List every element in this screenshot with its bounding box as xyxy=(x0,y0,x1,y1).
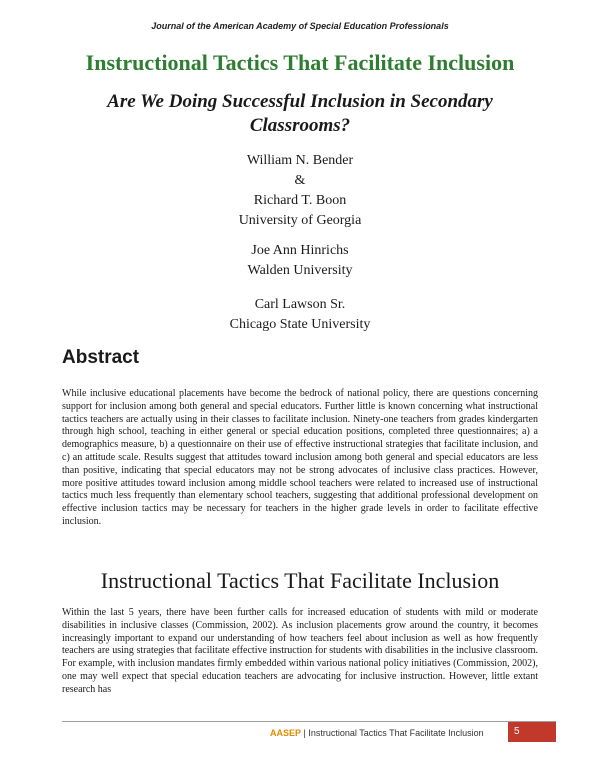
body-paragraph: Within the last 5 years, there have been further calls for increased education of students with mild or moderate disabilities in inclusive classes (Commission, 2002). As inclusion placements grow around the country, it becomes increasingly important to expand our understanding of how teachers feel about inclusion as well as how frequently teachers are using strategies that facilitate effective instruction for students with disabilities in the inclusive classroom. For example, with inclusion mandates firmly embedded within various national policy initiatives (Commission, 2002), one may well expect that special education teachers are advocating for inclusive instruction. However, little extant research has xyxy=(62,607,538,695)
footer-brand: AASEP xyxy=(270,728,302,738)
article-title: Instructional Tactics That Facilitate Inclusion xyxy=(85,50,515,75)
author-block-2 xyxy=(0,241,600,281)
author-name: William N. Bender xyxy=(246,153,354,168)
author-affiliation: Chicago State University xyxy=(229,317,371,332)
author-ampersand: & xyxy=(294,173,306,188)
author-name: Joe Ann Hinrichs xyxy=(251,243,349,258)
footer-divider xyxy=(62,721,556,722)
page-number: 5 xyxy=(508,722,556,742)
author-block-1 xyxy=(0,151,600,231)
author-block-3 xyxy=(0,295,600,335)
author-affiliation: Walden University xyxy=(247,263,353,278)
author-affiliation: University of Georgia xyxy=(238,213,362,228)
journal-header: Journal of the American Academy of Special Education Professionals xyxy=(151,21,449,31)
abstract-heading: Abstract xyxy=(62,347,140,368)
footer-running-title: Instructional Tactics That Facilitate Inclusion xyxy=(308,728,484,738)
author-name: Richard T. Boon xyxy=(253,193,347,208)
abstract-paragraph: While inclusive educational placements have become the bedrock of national policy, there are questions concerning support for inclusion among both general and special educators. Further little is known concerning what instructional tactics teachers are actually using in their classes to facilitate inclusion. Ninety-one teachers from grades kindergarten through high school, teaching in either general or special education positions, completed three questionnaires; a) a demographics measure, b) a questionnaire on their use of effective instructional strategies that facilitate inclusion, and c) an attitude scale. Results suggest that attitudes toward inclusion among both general and special educators are less than positive, indicating that special educators may not be strong advocates of inclusive class practices. However, more positive attitudes toward inclusion among middle school teachers were related to increased use of instructional tactics much less frequently than elementary school teachers, suggesting that additional professional development on effective inclusion tactics may be necessary for teachers in the higher grade levels in order to facilitate effective inclusion. xyxy=(62,388,538,527)
running-footer xyxy=(270,728,484,738)
article-subtitle: Are We Doing Successful Inclusion in Secondary Classrooms? xyxy=(107,91,493,136)
footer-separator: | xyxy=(301,728,309,738)
author-name: Carl Lawson Sr. xyxy=(254,297,346,312)
section-heading: Instructional Tactics That Facilitate Inclusion xyxy=(100,568,500,593)
